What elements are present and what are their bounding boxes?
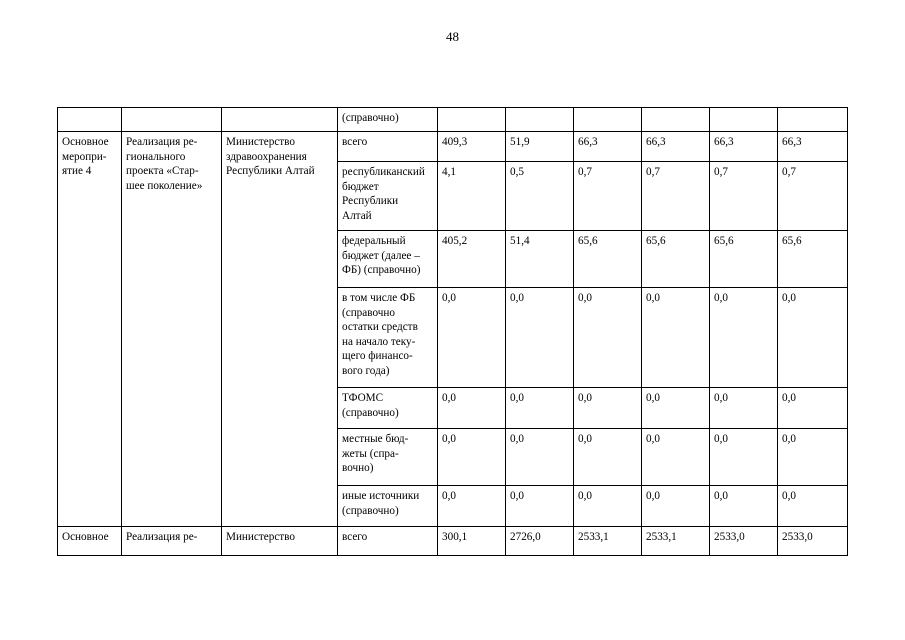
project-cell (122, 108, 222, 132)
executor-cell: Министерство здравоохранения Республики Алтай (222, 132, 338, 527)
value-cell: 0,0 (778, 388, 848, 429)
funding-source-cell: в том числе ФБ (справочно остатки средств на начало теку- щего финансо- вого года) (338, 288, 438, 388)
funding-source-cell: местные бюд- жеты (спра- вочно) (338, 429, 438, 486)
value-cell: 0,0 (710, 388, 778, 429)
value-cell: 0,0 (778, 288, 848, 388)
value-cell: 0,0 (506, 288, 574, 388)
value-cell: 0,0 (574, 429, 642, 486)
executor-cell: Министерство (222, 527, 338, 556)
value-cell: 0,0 (506, 388, 574, 429)
value-cell: 0,7 (778, 162, 848, 231)
table-row (58, 108, 848, 132)
value-cell: 0,0 (438, 429, 506, 486)
value-cell: 0,5 (506, 162, 574, 231)
value-cell: 2533,0 (710, 527, 778, 556)
value-cell: 0,0 (506, 486, 574, 527)
project-cell: Реализация ре- (122, 527, 222, 556)
table-row (58, 132, 848, 162)
value-cell: 65,6 (642, 231, 710, 288)
value-cell: 0,0 (574, 288, 642, 388)
value-cell: 4,1 (438, 162, 506, 231)
value-cell (506, 108, 574, 132)
value-cell: 66,3 (778, 132, 848, 162)
value-cell: 0,0 (710, 288, 778, 388)
value-cell: 0,0 (710, 429, 778, 486)
value-cell: 0,0 (438, 486, 506, 527)
value-cell: 51,4 (506, 231, 574, 288)
executor-cell (222, 108, 338, 132)
value-cell (710, 108, 778, 132)
value-cell: 66,3 (574, 132, 642, 162)
value-cell: 0,0 (642, 486, 710, 527)
value-cell: 65,6 (778, 231, 848, 288)
value-cell: 0,0 (506, 429, 574, 486)
value-cell: 65,6 (574, 231, 642, 288)
table-row (58, 527, 848, 556)
value-cell (438, 108, 506, 132)
value-cell: 0,0 (642, 288, 710, 388)
value-cell: 2533,0 (778, 527, 848, 556)
value-cell: 51,9 (506, 132, 574, 162)
value-cell: 0,0 (642, 388, 710, 429)
value-cell: 0,7 (574, 162, 642, 231)
value-cell: 0,0 (778, 486, 848, 527)
event-cell (58, 108, 122, 132)
value-cell: 0,0 (642, 429, 710, 486)
budget-table (57, 107, 848, 556)
funding-source-cell: федеральный бюджет (далее – ФБ) (справочно) (338, 231, 438, 288)
funding-source-cell: (справочно) (338, 108, 438, 132)
value-cell: 2533,1 (642, 527, 710, 556)
value-cell: 0,0 (778, 429, 848, 486)
value-cell: 2726,0 (506, 527, 574, 556)
project-cell: Реализация ре- гионального проекта «Стар- шее поколение» (122, 132, 222, 527)
funding-source-cell: иные источники (справочно) (338, 486, 438, 527)
value-cell: 0,0 (574, 486, 642, 527)
value-cell: 0,0 (710, 486, 778, 527)
funding-source-cell: всего (338, 527, 438, 556)
value-cell (574, 108, 642, 132)
value-cell: 0,0 (438, 388, 506, 429)
page-number: 48 (446, 29, 459, 44)
value-cell: 409,3 (438, 132, 506, 162)
value-cell: 0,7 (642, 162, 710, 231)
value-cell (778, 108, 848, 132)
value-cell: 2533,1 (574, 527, 642, 556)
funding-source-cell: республиканский бюджет Республики Алтай (338, 162, 438, 231)
value-cell: 300,1 (438, 527, 506, 556)
event-cell: Основное меропри- ятие 4 (58, 132, 122, 527)
value-cell: 65,6 (710, 231, 778, 288)
funding-source-cell: ТФОМС (справочно) (338, 388, 438, 429)
value-cell: 0,0 (438, 288, 506, 388)
value-cell: 66,3 (710, 132, 778, 162)
value-cell: 0,7 (710, 162, 778, 231)
value-cell: 405,2 (438, 231, 506, 288)
value-cell: 0,0 (574, 388, 642, 429)
event-cell: Основное (58, 527, 122, 556)
value-cell (642, 108, 710, 132)
value-cell: 66,3 (642, 132, 710, 162)
funding-source-cell: всего (338, 132, 438, 162)
